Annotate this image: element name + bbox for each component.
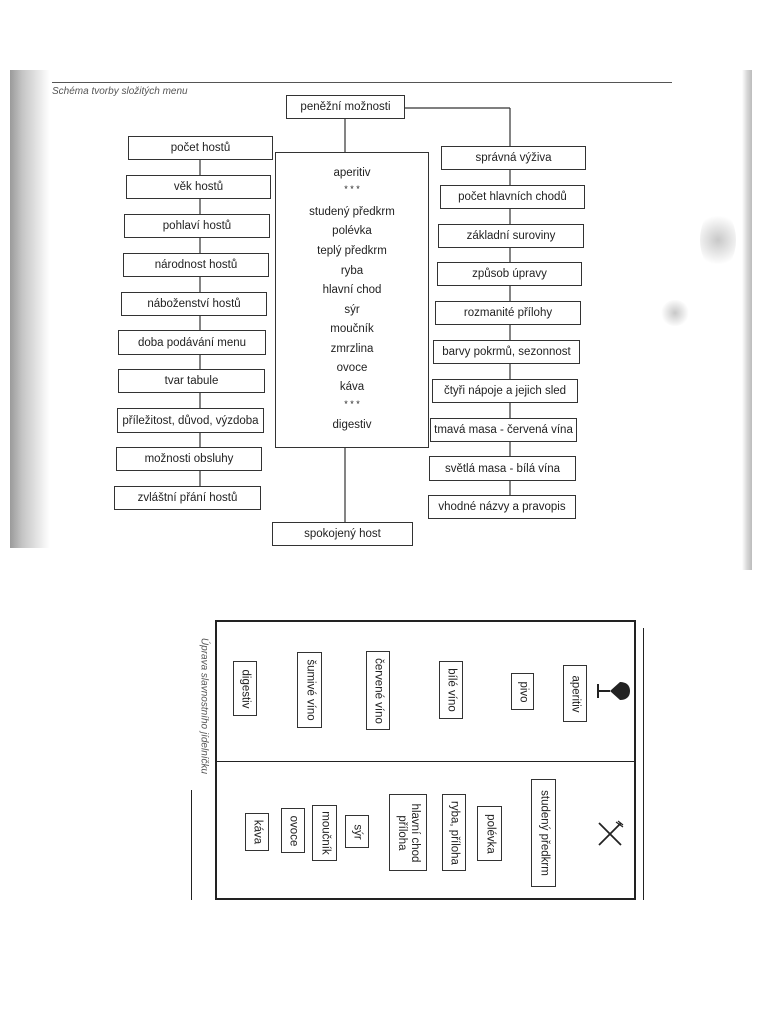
left-box: počet hostů (128, 136, 273, 160)
frame-bottom (215, 898, 636, 900)
course-item: ryba (340, 265, 364, 277)
course-separator: * * * (344, 184, 360, 194)
frame-left (215, 620, 217, 900)
food-box: ryba, příloha (442, 794, 466, 871)
food-box: moučník (312, 805, 337, 861)
wine-glass-icon (596, 679, 634, 703)
right-box: správná výživa (441, 146, 586, 170)
food-box: hlavní chod příloha (389, 794, 427, 871)
course-item: moučník (330, 323, 374, 335)
right-box: čtyři nápoje a jejich sled (432, 379, 578, 403)
course-item: zmrzlina (330, 343, 374, 355)
outer-rule-left (191, 790, 192, 900)
food-box: káva (245, 813, 269, 851)
course-separator: * * * (344, 399, 360, 409)
course-item: polévka (332, 225, 372, 237)
frame-right (634, 620, 636, 900)
left-box: příležitost, důvod, výzdoba (117, 408, 264, 433)
course-item: aperitiv (333, 167, 371, 179)
left-box: náboženství hostů (121, 292, 267, 316)
drink-box: šumivé víno (297, 652, 322, 728)
drink-box: bílé víno (439, 661, 463, 719)
top-box: peněžní možnosti (286, 95, 405, 119)
left-box: tvar tabule (118, 369, 265, 393)
right-box: způsob úpravy (437, 262, 582, 286)
crossed-cutlery-icon (596, 820, 624, 848)
frame-divider (215, 761, 636, 762)
menu-courses-panel (275, 152, 429, 448)
right-box: tmavá masa - červená vína (430, 418, 577, 442)
left-box: možnosti obsluhy (116, 447, 262, 471)
course-item: sýr (344, 304, 360, 316)
food-box: polévka (477, 806, 502, 861)
right-box: světlá masa - bílá vína (429, 456, 576, 481)
outer-rule-right (643, 628, 644, 900)
left-box: zvláštní přání hostů (114, 486, 261, 510)
drink-box: červené víno (366, 651, 390, 730)
bottom-box: spokojený host (272, 522, 413, 546)
left-box: pohlaví hostů (124, 214, 270, 238)
drink-box: digestiv (233, 661, 257, 716)
drink-box: aperitiv (563, 665, 587, 722)
frame-top (215, 620, 636, 622)
right-box: rozmanité přílohy (435, 301, 581, 325)
menu-layout-caption: Úprava slavnostního jídelníčku (198, 637, 210, 775)
right-box: počet hlavních chodů (440, 185, 585, 209)
food-box: studený předkrm (531, 779, 556, 887)
course-item: digestiv (332, 419, 372, 431)
food-box: ovoce (281, 808, 305, 853)
course-item: káva (339, 381, 365, 393)
right-box: barvy pokrmů, sezonnost (433, 340, 580, 364)
left-box: doba podávání menu (118, 330, 266, 355)
left-box: věk hostů (126, 175, 271, 199)
right-box: základní suroviny (438, 224, 584, 248)
course-item: hlavní chod (322, 284, 382, 296)
course-item: studený předkrm (309, 206, 395, 218)
left-box: národnost hostů (123, 253, 269, 277)
diagram-caption: Schéma tvorby složitých menu (52, 86, 188, 97)
course-item: teplý předkrm (317, 245, 387, 257)
drink-box: pivo (511, 673, 534, 710)
food-box: sýr (345, 815, 369, 848)
right-box: vhodné názvy a pravopis (428, 495, 576, 519)
course-item: ovoce (336, 362, 368, 374)
